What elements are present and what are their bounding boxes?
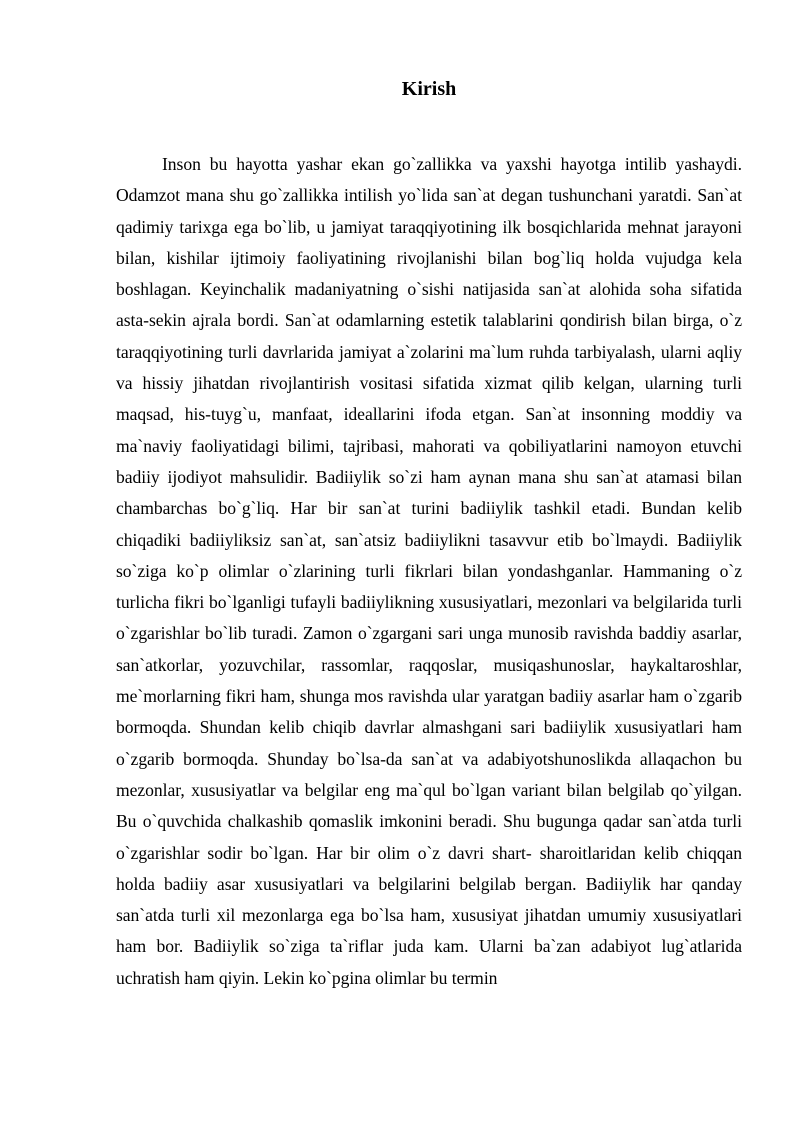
page-title: Kirish (401, 78, 457, 100)
body-paragraph: Inson bu hayotta yashar ekan go`zallikka va yaxshi hayotga intilib yashaydi. Odamzot mana shu go`zallikka intilish yo`lida san`at degan tushunchani yaratdi. San`at qadimiy tarixga ega bo`lib, u jamiyat taraqqiyotining ilk bosqichlarida mehnat jarayoni bilan, kishilar ijtimoiy faoliyatining rivojlanishi bilan bog`liq holda vujudga kela boshlagan. Keyinchalik madaniyatning o`sishi natijasida san`at alohida soha sifatida asta-sekin ajrala bordi. San`at odamlarning estetik talablarini qondirish bilan birga, o`z taraqqiyotining turli davrlarida jamiyat a`zolarini ma`lum ruhda tarbiyalash, ularni aqliy va hissiy jihatdan rivojlantirish vositasi sifatida xizmat qilib kelgan, ularning turli maqsad, his-tuyg`u, manfaat, ideallarini ifoda etgan. San`at insonning moddiy va ma`naviy faoliyatidagi bilimi, tajribasi, mahorati va qobiliyatlarini namoyon etuvchi badiiy ijodiyot mahsulidir. Badiiylik so`zi ham aynan mana shu san`at atamasi bilan chambarchas bo`g`liq. Har bir san`at turini badiiylik tashkil etadi. Bundan kelib chiqadiki badiiyliksiz san`at, san`atsiz badiiylikni tasavvur etib bo`lmaydi. Badiiylik so`ziga ko`p olimlar o`zlarining turli fikrlari bilan yondashganlar. Hammaning o`z turlicha fikri bo`lganligi tufayli badiiylikning xususiyatlari, mezonlari va belgilarida turli o`zgarishlar bo`lib turadi. Zamon o`zgargani sari unga munosib ravishda baddiy asarlar, san`atkorlar, yozuvchilar, rassomlar, raqqoslar, musiqashunoslar, haykaltaroshlar, me`morlarning fikri ham, shunga mos ravishda ular yaratgan badiiy asarlar ham o`zgarib bormoqda. Shundan kelib chiqib davrlar almashgani sari badiiylik xususiyatlari ham o`zgarib bormoqda. Shunday bo`lsa-da san`at va adabiyotshunoslikda allaqachon bu mezonlar, xususiyatlar va belgilar eng ma`qul bo`lgan variant bilan belgilab qo`yilgan. Bu o`quvchida chalkashib qomaslik imkonini beradi. Shu bugunga qadar san`atda turli o`zgarishlar sodir bo`lgan. Har bir olim o`z davri shart- sharoitlaridan kelib chiqqan holda badiiy asar xususiyatlari va belgilarini belgilab bergan. Badiiylik har qanday san`atda turli xil mezonlarga ega bo`lsa ham, xususiyat jihatdan umumiy xususiyatlari ham bor. Badiiylik so`ziga ta`riflar juda kam. Ularni ba`zan adabiyot lug`atlarida uchratish ham qiyin. Lekin ko`pgina olimlar bu termin (116, 154, 742, 988)
